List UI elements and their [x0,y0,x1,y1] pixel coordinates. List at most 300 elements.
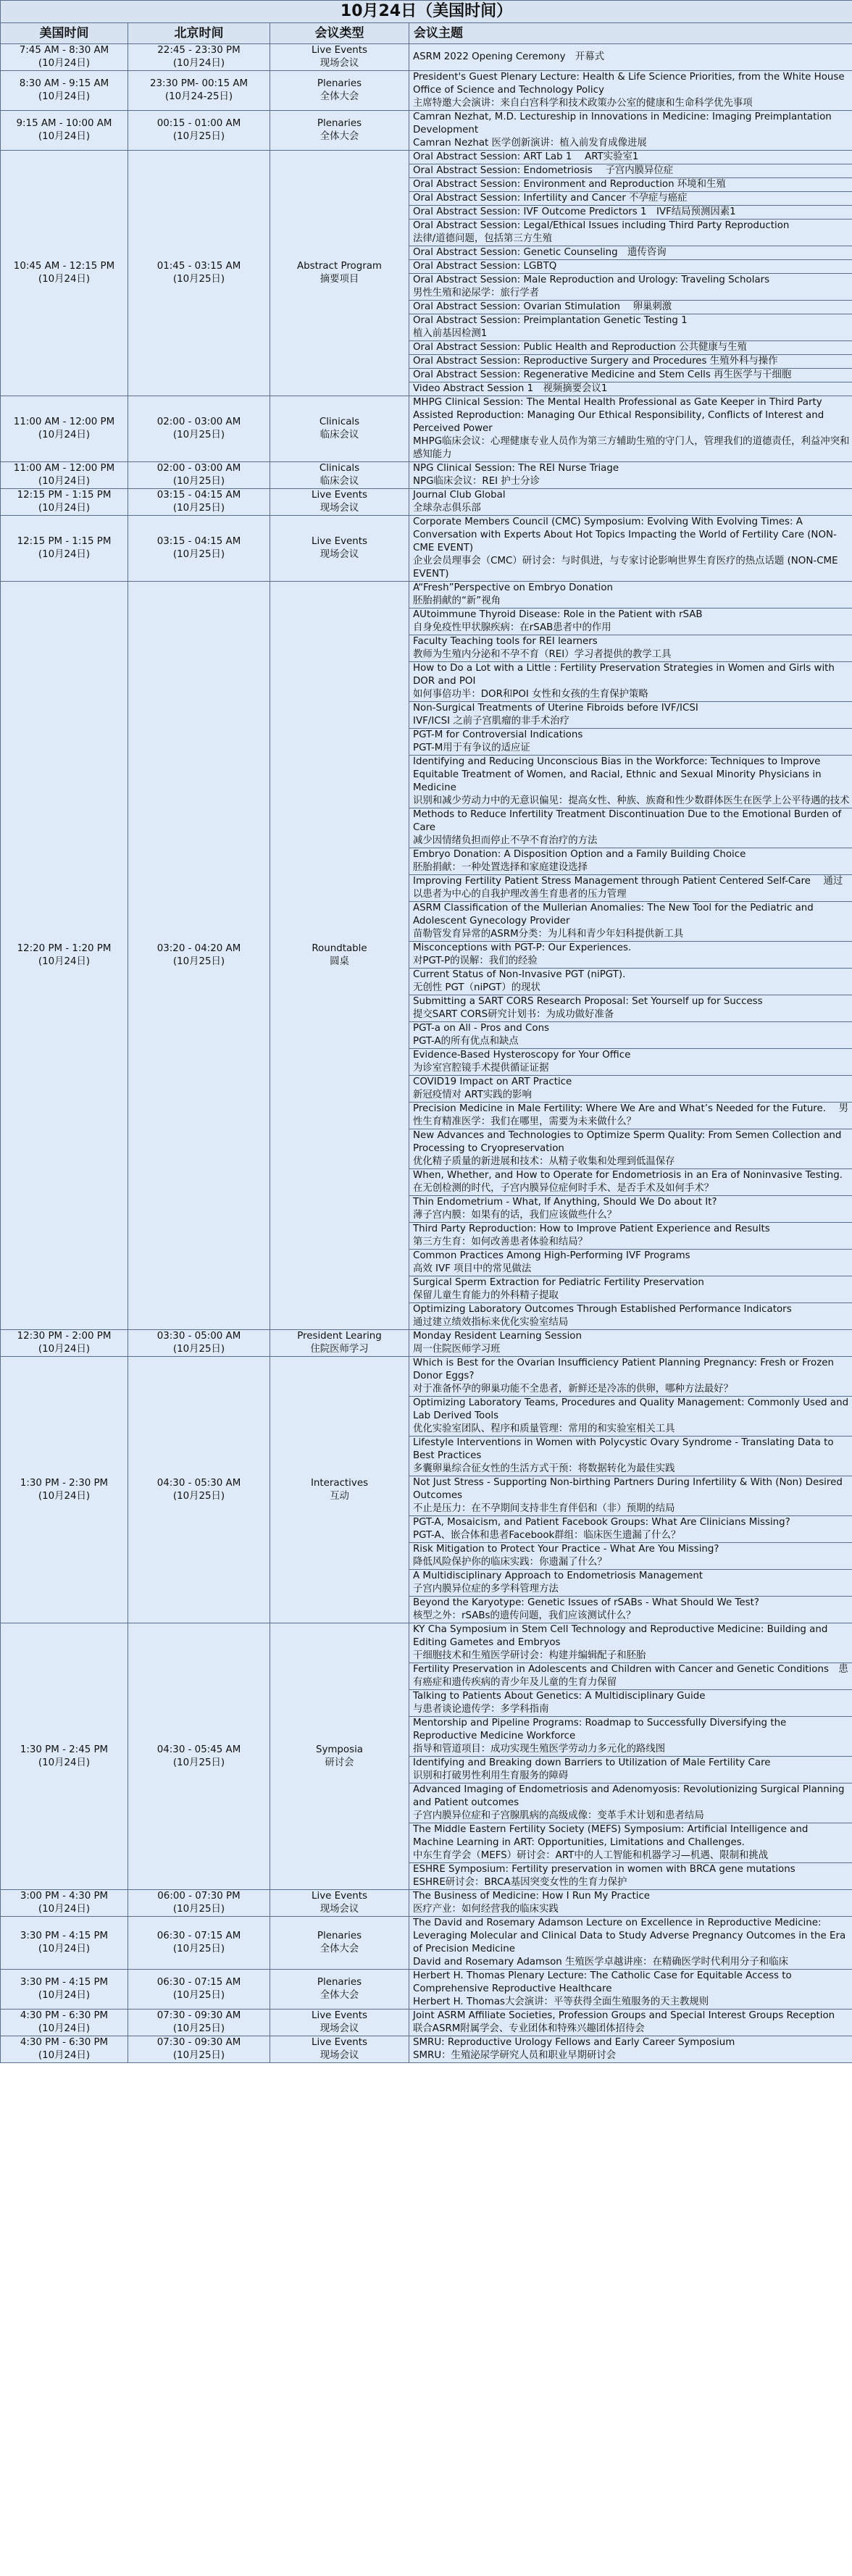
session-topic-cell [409,1783,852,1823]
session-topic-line: Identifying and Breaking down Barriers to Utilization of Male Fertility Care [413,1757,771,1768]
schedule-body [1,44,852,2063]
us-time-cell [1,111,128,151]
session-topic-cell [409,808,852,848]
session-type-cell-line: Live Events [312,45,367,56]
session-topic-line: COVID19 Impact on ART Practice [413,1076,572,1087]
session-topic-line: Journal Club Global [413,490,506,501]
us-time-cell [1,71,128,111]
session-topic-line: 为诊室宫腔镜手术提供循证证据 [413,1063,549,1074]
session-topic-line: NPG临床会议：REI 护士分诊 [413,476,540,487]
session-topic-line: 新冠疫情对 ART实践的影响 [413,1090,532,1100]
session-topic-line: 对于准备怀孕的卵巢功能不全患者，新鲜还是冷冻的供卵，哪种方法最好？ [413,1384,733,1394]
session-topic-line: Non-Surgical Treatments of Uterine Fibroids before IVF/ICSI [413,703,698,714]
beijing-time-cell-line: 03:20 - 04:20 AM [156,943,241,954]
session-topic-line: Optimizing Laboratory Teams, Procedures and Quality Management: Commonly Used and Lab Derived Tools [413,1397,849,1421]
header-session-topic: 会议主题 [409,23,852,44]
beijing-time-cell-line: 04:30 - 05:45 AM [156,1744,241,1755]
session-type-cell-line: 全体大会 [320,131,359,142]
session-topic-line: 识别和减少劳动力中的无意识偏见：提高女性、种族、族裔和性少数群体医生在医学上公平待遇的技术 [413,795,850,806]
us-time-cell [1,1917,128,1970]
table-row [1,71,852,111]
us-time-cell-line: (10月24日) [38,503,91,514]
session-type-cell-line: Live Events [312,1891,367,1902]
session-topic-line: 薄子宫内膜：如果有的话，我们应该做些什么？ [413,1210,617,1221]
session-topic-cell [409,1303,852,1330]
session-topic-cell [409,164,852,178]
session-topic-line: A Multidisciplinary Approach to Endometriosis Management [413,1571,703,1581]
session-topic-cell [409,2036,852,2063]
session-type-cell [270,1623,409,1890]
table-row [1,111,852,151]
table-row [1,582,852,609]
session-type-cell [270,1970,409,2010]
session-type-cell-line: 临床会议 [320,430,359,440]
session-topic-line: Oral Abstract Session: Endometriosis 子宫内膜异位症 [413,165,674,176]
beijing-time-cell-line: (10月25日) [172,2023,225,2034]
session-type-cell-line: Plenaries [317,78,362,89]
session-type-cell-line: Interactives [310,1477,369,1489]
beijing-time-cell-line: 06:00 - 07:30 PM [157,1891,241,1902]
session-topic-cell [409,516,852,582]
us-time-cell-line: 11:00 AM - 12:00 PM [13,417,115,427]
table-row [1,1623,852,1663]
session-topic-cell [409,1970,852,2010]
table-row [1,396,852,462]
session-type-cell-line: 全体大会 [320,1990,359,2001]
session-topic-cell [409,71,852,111]
session-topic-line: 全球杂志俱乐部 [413,503,481,514]
session-topic-line: ESHRE Symposium: Fertility preservation in women with BRCA gene mutations [413,1864,795,1875]
session-topic-line: Lifestyle Interventions in Women with Polycystic Ovary Syndrome - Translating Data to Best Practices [413,1437,834,1461]
session-topic-line: 通过建立绩效指标来优化实验室结局 [413,1317,569,1328]
session-topic-line: 法律/道德问题，包括第三方生殖 [413,233,552,244]
session-topic-line: Precision Medicine in Male Fertility: Where We Are and What’s Needed for the Future. 男性生育精准医学：我们在哪里，需要为未来做什么？ [413,1103,849,1127]
session-topic-line: NPG Clinical Session: The REI Nurse Triage [413,463,619,474]
session-type-cell [270,44,409,71]
session-topic-line: The David and Rosemary Adamson Lecture on Excellence in Reproductive Medicine: Leveraging Molecular and Clinical Data to Study Adverse Pregnancy Outcomes in the Era of Precision Medicine [413,1918,846,1954]
session-type-cell [270,111,409,151]
session-topic-line: Oral Abstract Session: Reproductive Surgery and Procedures 生殖外科与操作 [413,356,778,367]
beijing-time-cell [128,1357,270,1623]
us-time-cell [1,1623,128,1890]
us-time-cell [1,2010,128,2036]
session-topic-cell [409,151,852,164]
beijing-time-cell-line: (10月25日) [172,1490,225,1502]
session-type-cell-line: Clinicals [319,417,360,427]
session-type-cell-line: 全体大会 [320,91,359,102]
beijing-time-cell-line: (10月25日) [172,1944,225,1954]
beijing-time-cell-line: 06:30 - 07:15 AM [156,1977,241,1988]
table-row [1,44,852,71]
session-type-cell [270,71,409,111]
session-topic-line: 自身免疫性甲状腺疾病：在rSAB患者中的作用 [413,622,611,633]
session-topic-line: Evidence-Based Hysteroscopy for Your Office [413,1050,631,1061]
session-topic-cell [409,756,852,808]
session-type-cell [270,1357,409,1623]
session-topic-cell [409,1863,852,1890]
beijing-time-cell-line: (10月25日) [172,956,225,967]
beijing-time-cell-line: 03:15 - 04:15 AM [156,490,241,501]
us-time-cell [1,2036,128,2063]
beijing-time-cell [128,489,270,516]
session-topic-line: Oral Abstract Session: Genetic Counseling 遗传咨询 [413,247,667,258]
session-topic-line: AUtoimmune Thyroid Disease: Role in the Patient with rSAB [413,609,703,620]
session-topic-line: 识别和打破男性利用生育服务的障碍 [413,1770,569,1781]
session-type-cell-line: 临床会议 [320,476,359,487]
beijing-time-cell [128,1917,270,1970]
session-topic-line: Oral Abstract Session: Regenerative Medicine and Stem Cells 再生医学与干细胞 [413,369,792,380]
session-topic-line: ASRM Classification of the Mullerian Anomalies: The New Tool for the Pediatric and Adolescent Gynecology Provider [413,903,814,927]
session-topic-cell [409,382,852,396]
session-topic-cell [409,729,852,756]
session-topic-cell [409,995,852,1022]
session-topic-line: 如何事倍功半：DOR和POI 女性和女孩的生育保护策略 [413,689,648,700]
header-row [1,23,852,44]
session-topic-cell [409,260,852,274]
session-topic-cell [409,1250,852,1276]
table-row [1,1917,852,1970]
session-topic-cell [409,1330,852,1357]
session-topic-line: Faculty Teaching tools for REI learners [413,636,598,647]
session-topic-line: Submitting a SART CORS Research Proposal: Set Yourself up for Success [413,996,763,1007]
session-topic-cell [409,1276,852,1303]
session-topic-line: 企业会员理事会（CMC）研讨会：与时俱进，与专家讨论影响世界生育医疗的热点话题 (NON-CME EVENT) [413,556,838,580]
session-topic-line: Which is Best for the Ovarian Insufficiency Patient Planning Pregnancy: Fresh or Frozen Donor Eggs? [413,1358,834,1381]
session-topic-line: PGT-M for Controversial Indications [413,729,583,740]
session-topic-cell [409,1890,852,1917]
session-topic-cell [409,1397,852,1437]
session-topic-line: Thin Endometrium - What, If Anything, Should We Do about It? [413,1197,717,1208]
session-type-cell-line: 现场会议 [320,503,359,514]
beijing-time-cell [128,1330,270,1357]
us-time-cell-line: (10月24日) [38,274,91,285]
session-topic-cell [409,111,852,151]
beijing-time-cell [128,582,270,1330]
session-topic-cell [409,1516,852,1543]
us-time-cell [1,489,128,516]
session-topic-cell [409,848,852,875]
session-topic-cell [409,44,852,71]
beijing-time-cell-line: 02:00 - 03:00 AM [156,463,241,474]
beijing-time-cell [128,2010,270,2036]
session-topic-cell [409,1717,852,1757]
beijing-time-cell-line: (10月25日) [172,274,225,285]
session-topic-cell [409,969,852,995]
session-type-cell [270,582,409,1330]
session-topic-cell [409,1103,852,1129]
session-topic-line: A“Fresh”Perspective on Embryo Donation [413,582,614,593]
session-topic-cell [409,635,852,662]
us-time-cell-line: (10月24日) [38,956,91,967]
session-topic-line: IVF/ICSI 之前子宫肌瘤的非手术治疗 [413,716,570,727]
session-topic-line: Optimizing Laboratory Outcomes Through Established Performance Indicators [413,1304,792,1315]
beijing-time-cell-line: (10月24-25日) [164,91,233,102]
us-time-cell-line: (10月24日) [38,2023,91,2034]
session-topic-line: 胚胎捐献：一种处置选择和家庭建设选择 [413,862,588,873]
session-type-cell-line: Plenaries [317,1977,362,1988]
session-type-cell-line: 研讨会 [325,1757,354,1768]
session-topic-cell [409,1129,852,1169]
session-type-cell [270,516,409,582]
table-row [1,1330,852,1357]
session-type-cell-line: 现场会议 [320,58,359,69]
us-time-cell-line: (10月24日) [38,1490,91,1502]
beijing-time-cell [128,516,270,582]
session-topic-line: Common Practices Among High-Performing IVF Programs [413,1250,690,1261]
session-type-cell-line: Live Events [312,490,367,501]
beijing-time-cell-line: (10月25日) [172,1344,225,1355]
session-topic-line: Misconceptions with PGT-P: Our Experiences. [413,942,632,953]
session-topic-cell [409,2010,852,2036]
session-topic-line: When, Whether, and How to Operate for Endometriosis in an Era of Noninvasive Testing. 在无创检测的时代，子宫内膜异位症何时手术、是否手术及如何手术？ [413,1170,852,1194]
session-topic-line: Current Status of Non-Invasive PGT (niPGT). [413,969,626,980]
us-time-cell-line: 1:30 PM - 2:45 PM [20,1744,109,1755]
us-time-cell-line: (10月24日) [38,1344,91,1355]
session-type-cell [270,151,409,396]
beijing-time-cell-line: (10月24日) [172,58,225,69]
session-topic-line: 中东生育学会（MEFS）研讨会：ART中的人工智能和机器学习—机遇、限制和挑战 [413,1850,769,1861]
session-topic-line: PGT-A、嵌合体和患者Facebook群组：临床医生遗漏了什么？ [413,1530,681,1541]
session-topic-cell [409,942,852,969]
session-topic-line: PGT-A, Mosaicism, and Patient Facebook Groups: What Are Clinicians Missing? [413,1517,790,1528]
us-time-cell-line: (10月24日) [38,58,91,69]
session-type-cell-line: Live Events [312,2010,367,2021]
beijing-time-cell-line: 07:30 - 09:30 AM [156,2037,241,2048]
us-time-cell [1,396,128,462]
session-type-cell-line: 现场会议 [320,549,359,560]
session-topic-line: Surgical Sperm Extraction for Pediatric Fertility Preservation [413,1277,704,1288]
session-topic-cell [409,192,852,206]
session-type-cell-line: Symposia [315,1744,364,1755]
session-topic-line: MHPG Clinical Session: The Mental Health Professional as Gate Keeper in Third Party Assisted Reproduction: Managing Our Ethical Responsibility, Conflicts of Interest and Perceived Power [413,397,824,434]
session-topic-line: 提交SART CORS研究计划书：为成功做好准备 [413,1009,614,1020]
us-time-cell-line: 4:30 PM - 6:30 PM [20,2037,109,2048]
session-topic-line: KY Cha Symposium in Stem Cell Technology and Reproductive Medicine: Building and Editing Gametes and Embryos [413,1624,828,1648]
session-topic-cell [409,462,852,489]
session-type-cell [270,1917,409,1970]
table-row [1,2036,852,2063]
session-topic-line: 苗勒管发育异常的ASRM分类：为儿科和青少年妇科提供新工具 [413,929,684,940]
session-topic-cell [409,1437,852,1476]
session-topic-line: Camran Nezhat, M.D. Lectureship in Innovations in Medicine: Imaging Preimplantation Development [413,112,832,135]
session-topic-line: Methods to Reduce Infertility Treatment Discontinuation Due to the Emotional Burden of Care [413,809,842,833]
session-topic-cell [409,178,852,192]
session-topic-line: 胚胎捐献的“新”视角 [413,595,501,606]
session-topic-line: Fertility Preservation in Adolescents and Children with Cancer and Genetic Conditions 患有癌症和遗传疾病的青少年及儿童的生育力保留 [413,1664,848,1688]
beijing-time-cell-line: 01:45 - 03:15 AM [156,261,241,272]
us-time-cell [1,1890,128,1917]
session-topic-line: 教师为生殖内分泌和不孕不育（REI）学习者提供的教学工具 [413,649,672,660]
session-type-cell-line: 全体大会 [320,1944,359,1954]
session-topic-cell [409,1022,852,1049]
session-topic-cell [409,1196,852,1223]
session-topic-line: Beyond the Karyotype: Genetic Issues of rSABs - What Should We Test? [413,1597,759,1608]
beijing-time-cell-line: (10月25日) [172,131,225,142]
session-topic-line: The Business of Medicine: How I Run My Practice [413,1891,651,1902]
us-time-cell-line: 12:30 PM - 2:00 PM [17,1331,112,1342]
session-type-cell-line: Abstract Program [297,261,382,272]
table-row [1,1890,852,1917]
us-time-cell-line: 11:00 AM - 12:00 PM [13,463,115,474]
session-topic-cell [409,301,852,314]
beijing-time-cell [128,462,270,489]
table-row [1,1970,852,2010]
session-topic-line: 减少因情绪负担而停止不孕不育治疗的方法 [413,835,598,846]
session-topic-line: 与患者谈论遗传学：多学科指南 [413,1704,549,1715]
session-topic-line: PGT-a on All - Pros and Cons [413,1023,550,1034]
session-topic-cell [409,702,852,729]
us-time-cell [1,462,128,489]
session-topic-line: SMRU：生殖泌尿学研究人员和职业早期研讨会 [413,2050,617,2061]
session-topic-line: David and Rosemary Adamson 生殖医学卓越讲座：在精确医学时代利用分子和临床 [413,1957,788,1967]
session-topic-line: Oral Abstract Session: Preimplantation Genetic Testing 1 [413,315,688,326]
session-type-cell-line: Plenaries [317,118,362,129]
session-topic-cell [409,609,852,635]
us-time-cell [1,1970,128,2010]
session-topic-line: 周一住院医师学习班 [413,1344,501,1355]
beijing-time-cell-line: (10月25日) [172,430,225,440]
session-topic-line: ESHRE研讨会：BRCA基因突变女性的生育力保护 [413,1877,627,1888]
session-topic-cell [409,1623,852,1663]
us-time-cell [1,151,128,396]
session-topic-cell [409,875,852,902]
us-time-cell-line: (10月24日) [38,1944,91,1954]
session-type-cell-line: 互动 [330,1490,349,1502]
session-topic-line: 对PGT-P的误解：我们的经验 [413,955,538,966]
session-topic-line: 主席特邀大会演讲：来自白宫科学和技术政策办公室的健康和生命科学优先事项 [413,98,753,109]
session-topic-line: Oral Abstract Session: Infertility and Cancer 不孕症与癌症 [413,193,688,204]
session-topic-line: Joint ASRM Affiliate Societies, Profession Groups and Special Interest Groups Reception 联合ASRM附属学会、专业团体和特殊兴趣团体招待会 [413,2010,845,2034]
header-us-time: 美国时间 [1,23,128,44]
session-topic-line: PGT-A的所有优点和缺点 [413,1036,519,1047]
beijing-time-cell [128,111,270,151]
beijing-time-cell [128,1970,270,2010]
session-topic-cell [409,489,852,516]
session-topic-line: 指导和管道项目：成功实现生殖医学劳动力多元化的路线图 [413,1744,666,1755]
session-topic-line: ASRM 2022 Opening Ceremony 开幕式 [413,51,605,62]
session-topic-line: 多囊卵巢综合征女性的生活方式干预：将数据转化为最佳实践 [413,1463,675,1474]
table-row [1,1357,852,1397]
session-topic-cell [409,1690,852,1717]
session-topic-cell [409,274,852,301]
us-time-cell-line: 8:30 AM - 9:15 AM [19,78,109,89]
session-topic-cell [409,1049,852,1076]
session-type-cell-line: 圆桌 [330,956,349,967]
session-topic-line: Identifying and Reducing Unconscious Bias in the Workforce: Techniques to Improve Equitable Treatment of Women, and Racial, Ethnic and Sexual Minority Physicians in Medicine [413,756,822,793]
beijing-time-cell [128,1623,270,1890]
session-topic-cell [409,219,852,246]
session-topic-line: 优化精子质量的新进展和技术：从精子收集和处理到低温保存 [413,1156,675,1167]
us-time-cell [1,1357,128,1623]
session-type-cell [270,2010,409,2036]
session-topic-line: Video Abstract Session 1 视频摘要会议1 [413,383,608,394]
session-topic-line: 植入前基因检测1 [413,328,488,339]
us-time-cell-line: 10:45 AM - 12:15 PM [13,261,115,272]
beijing-time-cell-line: (10月25日) [172,503,225,514]
us-time-cell-line: 1:30 PM - 2:30 PM [20,1477,109,1489]
us-time-cell [1,44,128,71]
session-type-cell-line: 摘要项目 [320,274,359,285]
beijing-time-cell-line: (10月25日) [172,1990,225,2001]
us-time-cell-line: 3:00 PM - 4:30 PM [20,1891,109,1902]
session-topic-line: 优化实验室团队、程序和质量管理：常用的和实验室相关工具 [413,1423,675,1434]
us-time-cell-line: 12:15 PM - 1:15 PM [17,490,112,501]
session-topic-cell [409,341,852,355]
table-row [1,462,852,489]
session-type-cell-line: 住院医师学习 [310,1344,369,1355]
us-time-cell-line: (10月24日) [38,476,91,487]
us-time-cell-line: (10月24日) [38,1990,91,2001]
session-topic-line: New Advances and Technologies to Optimize Sperm Quality: From Semen Collection and Processing to Cryopreservation [413,1130,842,1154]
session-topic-cell [409,369,852,382]
session-topic-cell [409,1917,852,1970]
session-topic-line: Improving Fertility Patient Stress Management through Patient Centered Self-Care 通过以患者为中心的自我护理改善生育患者的压力管理 [413,876,843,900]
session-type-cell-line: Clinicals [319,463,360,474]
beijing-time-cell [128,1890,270,1917]
session-topic-line: 子宫内膜异位症和子宫腺肌病的高级成像：变革手术计划和患者结局 [413,1810,704,1821]
beijing-time-cell [128,2036,270,2063]
session-topic-line: Oral Abstract Session: IVF Outcome Predictors 1 IVF结局预测因素1 [413,206,736,217]
session-type-cell-line: 现场会议 [320,2050,359,2061]
beijing-time-cell [128,151,270,396]
beijing-time-cell-line: 22:45 - 23:30 PM [157,45,241,56]
us-time-cell [1,582,128,1330]
session-type-cell-line: Roundtable [312,943,367,954]
session-topic-cell [409,662,852,702]
us-time-cell-line: 4:30 PM - 6:30 PM [20,2010,109,2021]
session-topic-line: 高效 IVF 项目中的常见做法 [413,1263,532,1274]
session-topic-cell [409,1476,852,1516]
session-topic-line: President's Guest Plenary Lecture: Health & Life Science Priorities, from the White House Office of Science and Technology Policy [413,72,845,96]
beijing-time-cell-line: 02:00 - 03:00 AM [156,417,241,427]
session-type-cell [270,1890,409,1917]
session-topic-line: Not Just Stress - Supporting Non-birthing Partners During Infertility & With (Non) Desired Outcomes [413,1477,843,1501]
header-beijing-time: 北京时间 [128,23,270,44]
session-type-cell-line: Live Events [312,536,367,547]
session-topic-line: 医疗产业：如何经营我的临床实践 [413,1904,559,1915]
session-topic-line: 降低风险保护你的临床实践：你遗漏了什么？ [413,1557,607,1568]
header-session-type: 会议类型 [270,23,409,44]
session-topic-cell [409,582,852,609]
session-type-cell [270,489,409,516]
session-topic-cell [409,396,852,462]
session-topic-line: Embryo Donation: A Disposition Option and a Family Building Choice [413,849,746,860]
session-topic-line: Corporate Members Council (CMC) Symposium: Evolving With Evolving Times: A Conversation with Experts About Hot Topics Impacting the World of Fertility Care (NON-CME EVENT) [413,517,837,553]
beijing-time-cell [128,44,270,71]
session-topic-cell [409,355,852,369]
session-topic-line: Talking to Patients About Genetics: A Multidisciplinary Guide [413,1691,706,1702]
session-topic-cell [409,902,852,942]
us-time-cell-line: (10月24日) [38,430,91,440]
us-time-cell-line: 12:20 PM - 1:20 PM [17,943,112,954]
session-topic-line: Herbert H. Thomas Plenary Lecture: The Catholic Case for Equitable Access to Comprehensive Reproductive Healthcare [413,1970,792,1994]
session-topic-cell [409,1223,852,1250]
session-topic-line: Oral Abstract Session: Legal/Ethical Issues including Third Party Reproduction [413,220,790,231]
table-row [1,2010,852,2036]
session-topic-line: Oral Abstract Session: Public Health and Reproduction 公共健康与生殖 [413,342,747,353]
us-time-cell-line: 3:30 PM - 4:15 PM [20,1977,109,1988]
session-topic-cell [409,1357,852,1397]
us-time-cell-line: 7:45 AM - 8:30 AM [19,45,109,56]
beijing-time-cell-line: 07:30 - 09:30 AM [156,2010,241,2021]
session-type-cell [270,2036,409,2063]
us-time-cell-line: (10月24日) [38,131,91,142]
beijing-time-cell-line: 03:30 - 05:00 AM [156,1331,241,1342]
session-topic-cell [409,1543,852,1570]
us-time-cell [1,516,128,582]
session-topic-line: How to Do a Lot with a Little : Fertility Preservation Strategies in Women and Girls with DOR and POI [413,663,835,687]
session-topic-line: Oral Abstract Session: ART Lab 1 ART实验室1 [413,151,639,162]
